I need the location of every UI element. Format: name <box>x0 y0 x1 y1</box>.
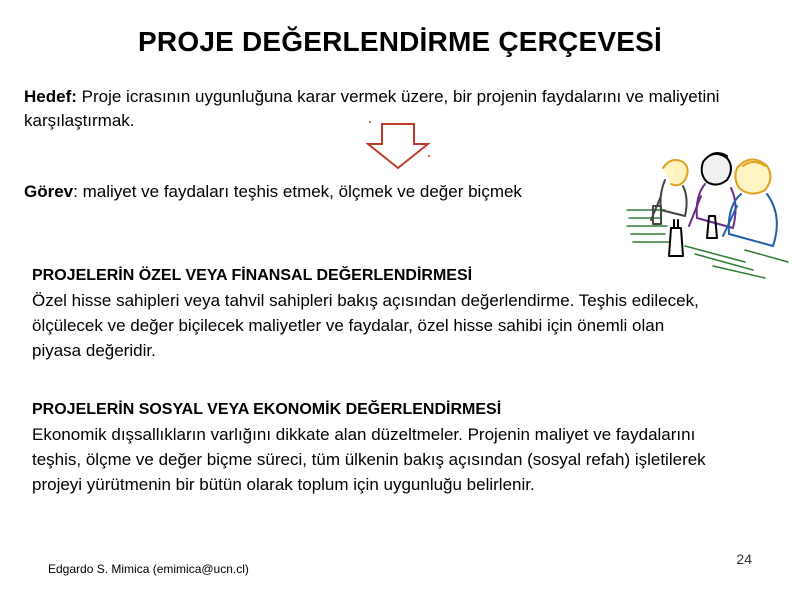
task-text: : maliyet ve faydaları teşhis etmek, ölçmek ve değer biçmek <box>73 182 522 201</box>
section-heading: PROJELERİN SOSYAL VEYA EKONOMİK DEĞERLENDİRMESİ <box>32 401 502 418</box>
section-financial-evaluation <box>32 263 712 363</box>
section-body: Ekonomik dışsallıkların varlığını dikkate alan düzeltmeler. Projenin maliyet ve faydalarını teşhis, ölçme ve değer biçme süreci, tüm ülkenin bakış açısından (sosyal refah) işletilerek projeyi yürütmenin bir bütün olarak toplum için uygunluğu belirlenir. <box>32 425 706 494</box>
goal-label: Hedef: <box>24 87 77 106</box>
section-economic-evaluation <box>32 397 712 497</box>
section-heading: PROJELERİN ÖZEL VEYA FİNANSAL DEĞERLENDİRMESİ <box>32 267 473 284</box>
section-body: Özel hisse sahipleri veya tahvil sahipleri bakış açısından değerlendirme. Teşhis edilecek, ölçülecek ve değer biçilecek maliyetler ve faydalar, özel hisse sahibi için önemli olan piyasa değeridir. <box>32 291 699 360</box>
goal-text: Proje icrasının uygunluğuna karar vermek üzere, bir projenin faydalarını ve maliyetini karşılaştırmak. <box>24 87 720 130</box>
footer-author: Edgardo S. Mimica (emimica@ucn.cl) <box>48 562 249 576</box>
decorative-dot <box>428 155 430 157</box>
down-arrow-icon <box>366 122 430 170</box>
task-paragraph <box>24 180 624 204</box>
page-number: 24 <box>736 551 752 567</box>
task-label: Görev <box>24 182 74 201</box>
slide-title: PROJE DEĞERLENDİRME ÇERÇEVESİ <box>138 26 662 57</box>
